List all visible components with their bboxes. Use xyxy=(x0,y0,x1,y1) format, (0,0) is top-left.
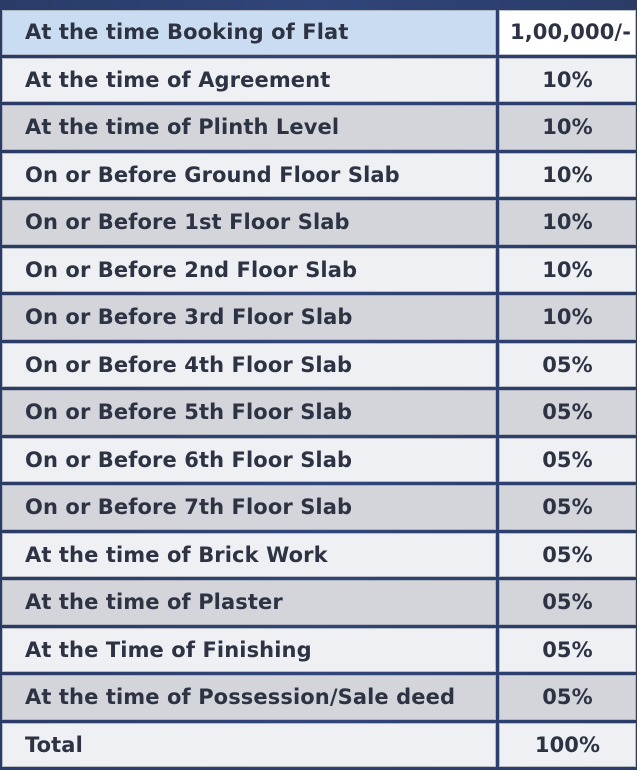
table-row xyxy=(2,438,636,483)
total-value: 100% xyxy=(499,723,636,768)
table-row xyxy=(2,248,636,293)
payment-value: 05% xyxy=(499,580,636,625)
payment-value: 05% xyxy=(499,485,636,530)
stage-label: At the Time of Finishing xyxy=(2,628,496,673)
table-row xyxy=(2,675,636,720)
payment-value: 05% xyxy=(499,343,636,388)
payment-value: 05% xyxy=(499,438,636,483)
payment-value: 05% xyxy=(499,390,636,435)
table-row xyxy=(2,200,636,245)
payment-value: 05% xyxy=(499,628,636,673)
table-row xyxy=(2,105,636,150)
table-row xyxy=(2,343,636,388)
stage-label: On or Before 4th Floor Slab xyxy=(2,343,496,388)
stage-label: At the time of Brick Work xyxy=(2,533,496,578)
total-label: Total xyxy=(2,723,496,768)
stage-label: On or Before 1st Floor Slab xyxy=(2,200,496,245)
stage-label: At the time of Plaster xyxy=(2,580,496,625)
table-row xyxy=(2,10,636,55)
payment-value: 10% xyxy=(499,248,636,293)
stage-label: On or Before 7th Floor Slab xyxy=(2,485,496,530)
payment-value: 10% xyxy=(499,58,636,103)
table-row xyxy=(2,58,636,103)
table-row xyxy=(2,628,636,673)
payment-value: 10% xyxy=(499,153,636,198)
payment-value: 05% xyxy=(499,533,636,578)
stage-label: On or Before 3rd Floor Slab xyxy=(2,295,496,340)
payment-schedule-table xyxy=(2,10,636,770)
table-row xyxy=(2,295,636,340)
table-row xyxy=(2,153,636,198)
payment-value: 10% xyxy=(499,295,636,340)
stage-label: On or Before 6th Floor Slab xyxy=(2,438,496,483)
payment-value: 10% xyxy=(499,200,636,245)
table-row xyxy=(2,533,636,578)
stage-label: On or Before Ground Floor Slab xyxy=(2,153,496,198)
stage-label: At the time of Agreement xyxy=(2,58,496,103)
payment-value: 1,00,000/- xyxy=(499,10,636,55)
payment-value: 05% xyxy=(499,675,636,720)
table-row xyxy=(2,580,636,625)
payment-value: 10% xyxy=(499,105,636,150)
total-row xyxy=(2,723,636,768)
stage-label: At the time of Possession/Sale deed xyxy=(2,675,496,720)
stage-label: On or Before 2nd Floor Slab xyxy=(2,248,496,293)
table-row xyxy=(2,390,636,435)
stage-label: On or Before 5th Floor Slab xyxy=(2,390,496,435)
stage-label: At the time of Plinth Level xyxy=(2,105,496,150)
table-row xyxy=(2,485,636,530)
stage-label: At the time Booking of Flat xyxy=(2,10,496,55)
